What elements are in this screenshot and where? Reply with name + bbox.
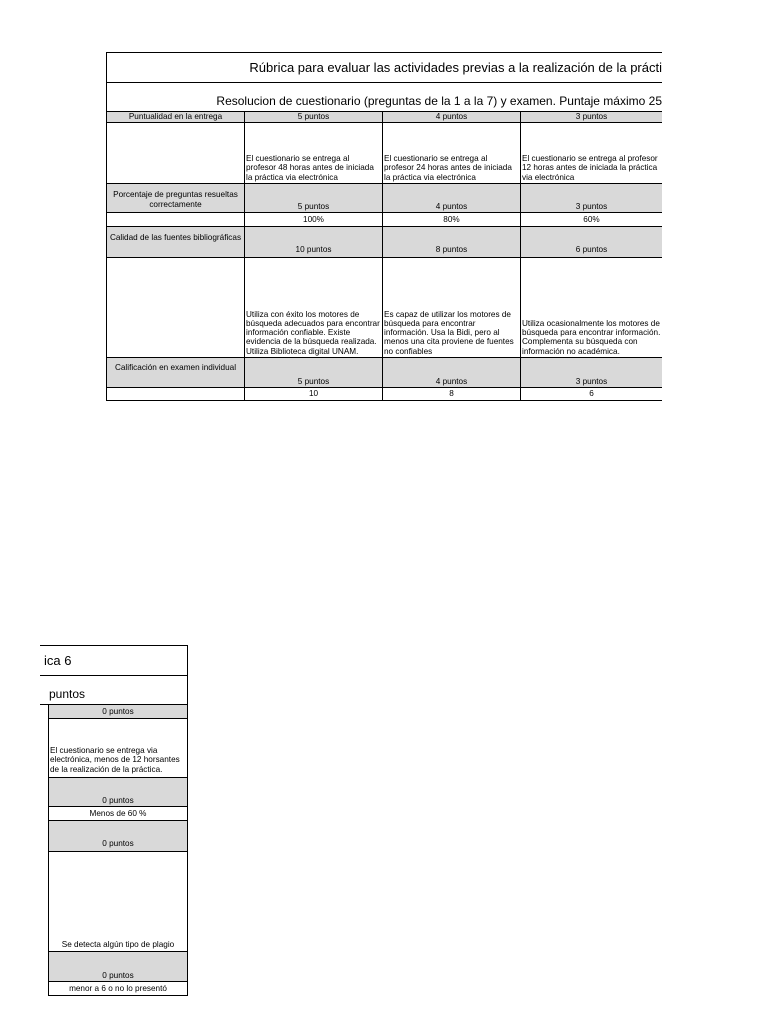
points-cell: 4 puntos [382,357,521,388]
criterion-detail: 60% [520,212,662,227]
rubric-subtitle-continued-text: puntos [49,687,86,701]
points-cell: 10 puntos [244,226,383,258]
criterion-label-punctuality: Puntualidad en la entrega [106,111,245,123]
rubric-title-continued [40,645,188,676]
points-cell: 5 puntos [244,183,383,213]
points-cell: 8 puntos [382,226,521,258]
points-cell: 4 puntos [382,111,521,123]
points-cell: 6 puntos [520,226,662,258]
criterion-detail: Utiliza con éxito los motores de búsqueda adecuados para encontrar información confiable. Existe evidencia de la búsqueda realizada. Utiliza Biblioteca digital UNAM. [244,257,383,358]
rubric-title-text: Rúbrica para evaluar las actividades previas a la realización de la prácti [249,60,662,75]
points-cell: 0 puntos [48,951,188,982]
criterion-detail: 8 [382,387,521,401]
points-cell: 0 puntos [48,820,188,852]
rubric-subtitle-continued [40,675,188,705]
empty-cell [106,257,245,358]
criterion-detail: Es capaz de utilizar los motores de búsqueda para encontrar información. Usa la Bidi, pero al menos una cita proviene de fuentes no confiables [382,257,521,358]
criterion-detail: Se detecta algún tipo de plagio [48,851,188,952]
empty-cell [106,212,245,227]
criterion-detail: Utiliza ocasionalmente los motores de búsqueda para encontrar información. Complementa su búsqueda con información no académica. [520,257,662,358]
criterion-detail: El cuestionario se entrega al profesor 24 horas antes de iniciada la práctica via electrónica [382,122,521,184]
criterion-detail: 100% [244,212,383,227]
rubric-title [106,52,662,83]
criterion-detail: 80% [382,212,521,227]
points-cell: 3 puntos [520,111,662,123]
criterion-detail: menor a 6 o no lo presentó [48,981,188,996]
points-cell: 4 puntos [382,183,521,213]
points-cell: 3 puntos [520,357,662,388]
points-cell: 5 puntos [244,357,383,388]
empty-cell [106,122,245,184]
points-cell: 5 puntos [244,111,383,123]
criterion-detail: Menos de 60 % [48,806,188,821]
points-cell: 3 puntos [520,183,662,213]
criterion-label-exam: Calificación en examen individual [106,357,245,388]
rubric-subtitle [106,82,662,112]
criterion-detail: El cuestionario se entrega al profesor 48 horas antes de iniciada la práctica via electrónica [244,122,383,184]
empty-cell [106,387,245,401]
criterion-detail: El cuestionario se entrega via electrónica, menos de 12 horsantes de la realización de la práctica. [48,718,188,778]
criterion-detail: 6 [520,387,662,401]
criterion-label-sources: Calidad de las fuentes bibliográficas [106,226,245,258]
rubric-title-continued-text: ica 6 [44,653,72,668]
rubric-subtitle-text: Resolucion de cuestionario (preguntas de la 1 a la 7) y examen. Puntaje máximo 25 [216,94,662,108]
criterion-detail: 10 [244,387,383,401]
points-cell: 0 puntos [48,704,188,719]
criterion-detail: El cuestionario se entrega al profesor 12 horas antes de iniciada la práctica via electrónica [520,122,662,184]
points-cell: 0 puntos [48,777,188,807]
criterion-label-percentage: Porcentaje de preguntas resueltas correctamente [106,183,245,213]
